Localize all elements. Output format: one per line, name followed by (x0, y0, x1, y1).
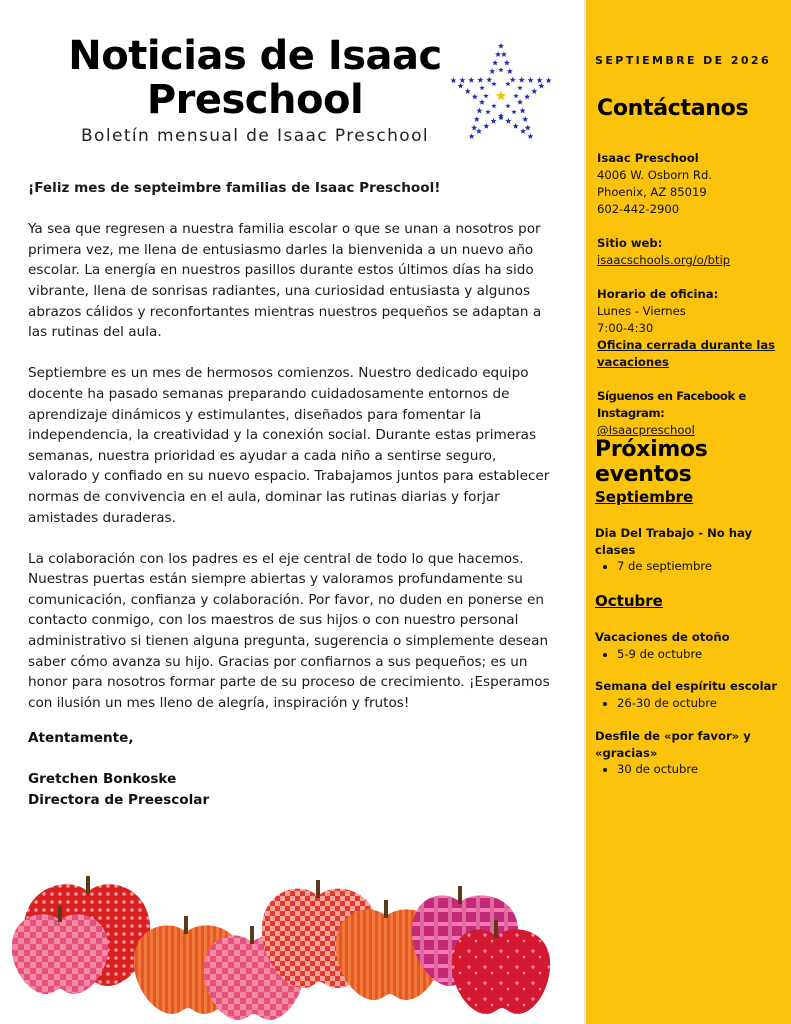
event-date: • 26-30 de octubre (617, 695, 785, 712)
newsletter-subtitle: Boletín mensual de Isaac Preschool (80, 126, 430, 146)
social-handle[interactable]: @Isaacpreschool (597, 423, 695, 437)
event-name: Vacaciones de otoño (595, 630, 730, 644)
event-item (595, 678, 785, 711)
newsletter-date: SEPTIEMBRE DE 2026 (595, 54, 772, 67)
event-name: Dia Del Trabajo - No hay clases (595, 526, 753, 557)
month-october: Octubre (595, 592, 663, 610)
school-name: Isaac Preschool (597, 151, 699, 165)
event-date: • 7 de septiembre (617, 558, 785, 575)
letter-closing: Atentamente, (28, 730, 134, 746)
event-name: Semana del espíritu escolar (595, 679, 778, 693)
event-date: • 5-9 de octubre (617, 646, 785, 663)
hours-days: Lunes - Viernes (597, 304, 686, 318)
social-label: Síguenos en Facebook e Instagram: (597, 389, 746, 420)
contact-heading: Contáctanos (597, 96, 749, 121)
star-icon (442, 40, 560, 142)
hours-label: Horario de oficina: (597, 287, 719, 301)
event-date: • 30 de octubre (617, 761, 785, 778)
letter-paragraph-1: Ya sea que regresen a nuestra familia escolar o que se unan a nosotros por primera vez, me llena de entusiasmo darles la bienvenida a un nuevo año escolar. La energía en nuestros pasillos durante estos últimos días ha sido vibrante, llena de sonrisas radiantes, una curiosidad entusiasta y algunos abrazos cálidos y reconfortantes mientras nuestros pequeños se adaptan a las rutinas del aula. (28, 221, 542, 341)
letter-greeting: ¡Feliz mes de septeimbre familias de Isaac Preschool! (28, 180, 441, 196)
address-line2: Phoenix, AZ 85019 (597, 185, 707, 199)
hours-note: Oficina cerrada durante las vacaciones (597, 338, 776, 369)
letter-paragraph-2: Septiembre es un mes de hermosos comienzos. Nuestro dedicado equipo docente ha pasado semanas preparando cuidadosamente entornos de aprendizaje dinámicos y estimulantes, diseñados para fomentar la independencia, la creatividad y la conexión social. Durante estas primeras semanas, nuestra prioridad es ayudar a cada niño a sentirse seguro, valorado y confiado en su nuevo espacio. Trabajamos juntos para establecer normas de convivencia en el aula, dominar las rutinas diarias y forjar amistades duraderas. (28, 365, 550, 526)
apple-2 (12, 906, 108, 994)
phone: 602-442-2900 (597, 202, 680, 216)
website-label: Sitio web: (597, 236, 663, 250)
apples-illustration (0, 866, 586, 1024)
signature-block (28, 728, 428, 810)
signer-title: Directora de Preescolar (28, 791, 210, 808)
signer-name: Gretchen Bonkoske (28, 771, 177, 788)
event-item (595, 525, 785, 575)
address-line1: 4006 W. Osborn Rd. (597, 168, 713, 182)
apple-8 (452, 920, 550, 1014)
event-item (595, 728, 785, 778)
month-september: Septiembre (595, 488, 694, 506)
letter-paragraph-3: La colaboración con los padres es el eje central de todo lo que hacemos. Nuestras puertas están siempre abiertas y valoramos profundamente su comunicación, confianza y colaboración. Por favor, no duden en ponerse en contacto conmigo, con los maestros de sus hijos o con nuestro personal administrativo si tienen alguna pregunta, sugerencia o simplemente desean saber cómo avanza su hijo. Gracias por confiarnos a sus pequeños; es un honor para nosotros formar parte de su proceso de crecimiento. ¡Esperamos con ilusión un mes lleno de alegría, inspiración y frutos! (28, 550, 550, 711)
contact-info (597, 150, 785, 439)
hours-time: 7:00-4:30 (597, 321, 654, 335)
event-item (595, 629, 785, 662)
website-link[interactable]: isaacschools.org/o/btip (597, 253, 731, 267)
event-name: Desfile de «por favor» y «gracias» (595, 729, 751, 760)
events-heading: Próximos eventos (595, 437, 708, 487)
letter-body (28, 178, 556, 734)
newsletter-title: Noticias de Isaac Preschool (68, 33, 442, 123)
